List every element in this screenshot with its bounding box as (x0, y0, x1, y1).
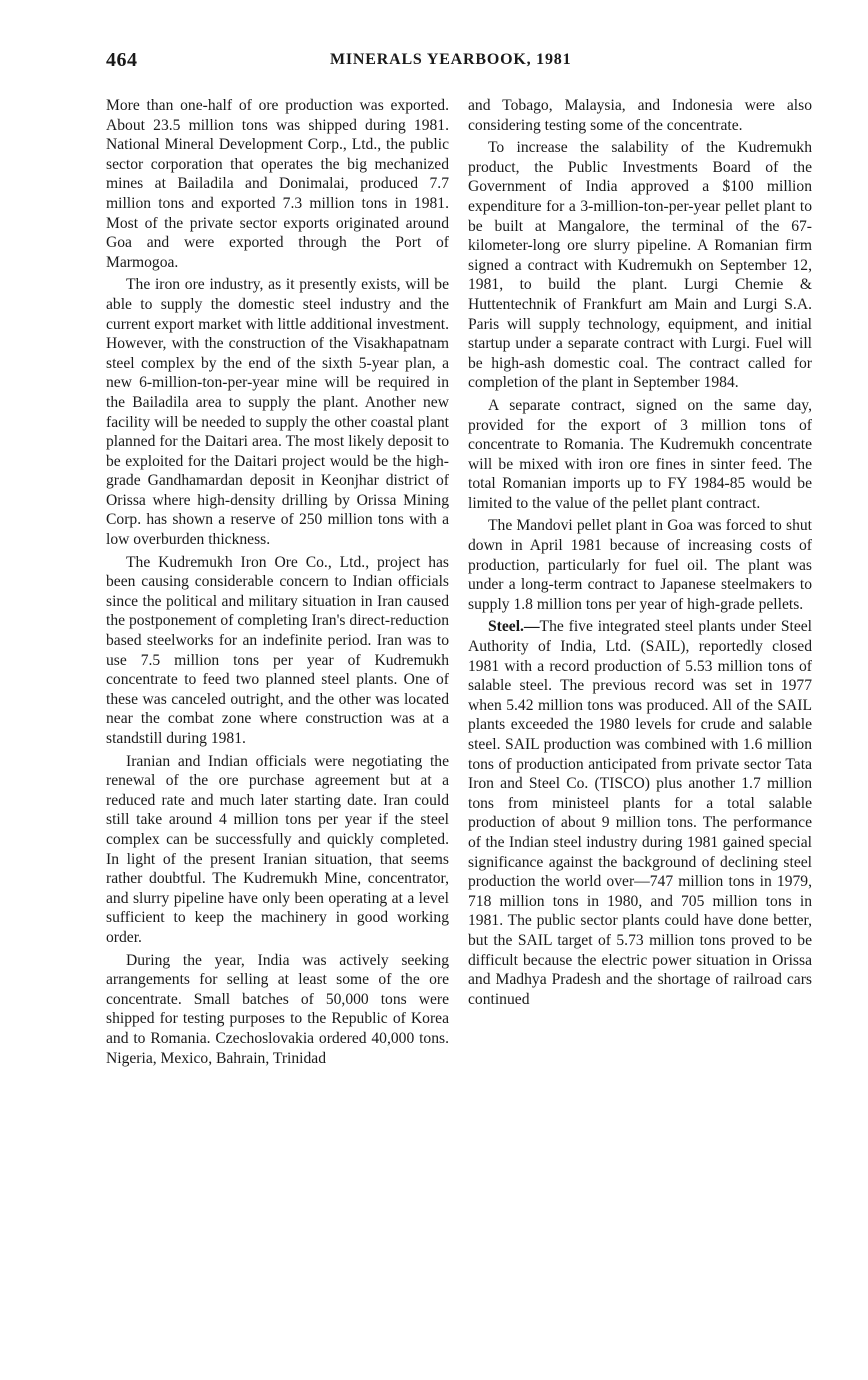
left-column (106, 96, 449, 1071)
page-number: 464 (106, 49, 138, 71)
paragraph-iranian-negotiations: Iranian and Indian officials were negotiating the renewal of the ore purchase agreement but at a reduced rate and much later starting date. Iran could still take around 4 million tons per year if the steel complex can be successfully and quickly completed. In light of the present Iranian situation, that seems rather doubtful. The Kudremukh Mine, concentrator, and slurry pipeline have only been operating at a level sufficient to keep the machinery in good working order. (106, 752, 449, 946)
paragraph-concentrate-sales: During the year, India was actively seeking arrangements for selling at least some of the ore concentrate. Small batches of 50,000 tons were shipped for testing purposes to the Republic of Korea and to Romania. Czechoslovakia ordered 40,000 tons. Nigeria, Mexico, Bahrain, Trinidad (106, 951, 449, 1067)
paragraph-iron-ore-industry: The iron ore industry, as it presently exists, will be able to supply the domestic steel industry and the current export market with little additional investment. However, with the construction of the Visakhapatnam steel complex by the end of the sixth 5-year plan, a new 6-million-ton-per-year mine will be required in the Bailadila area to supply the plant. Another new facility will be needed to supply the other coastal plant planned for the Daitari area. The most likely deposit to be exploited for the Daitari project would be the high-grade Gandhamardan deposit in Keonjhar district of Orissa where high-density drilling by Orissa Mining Corp. has shown a reserve of 250 million tons with a low overburden thickness. (106, 276, 449, 549)
paragraph-kudremukh-project: The Kudremukh Iron Ore Co., Ltd., project has been causing considerable concern to Indian officials since the political and military situation in Iran caused the postponement of completing Iran's direct-reduction based steelworks for an indefinite period. Iran was to use 7.5 million tons per year of Kudremukh concentrate to feed two planned steel plants. One of these was canceled outright, and the other was located near the combat zone where construction was at a standstill during 1981. (106, 553, 449, 747)
steel-section-heading: Steel.— (488, 618, 540, 636)
right-column (468, 96, 812, 1012)
paragraph-ore-exports: More than one-half of ore production was exported. About 23.5 million tons was shipped during 1981. National Mineral Development Corp., Ltd., the public sector corporation that operates the big mechanized mines at Bailadila and Donimalai, produced 7.7 million tons and exported 7.3 million tons in 1981. Most of the private sector exports originated around Goa and were exported through the Port of Marmogoa. (106, 97, 449, 271)
paragraph-romania-contract: A separate contract, signed on the same day, provided for the export of 3 million tons of concentrate to Romania. The Kudremukh concentrate will be mixed with iron ore fines in sinter feed. The total Romanian imports up to FY 1984-85 would be limited to the value of the pellet plant contract. (468, 396, 812, 512)
paragraph-pellet-plant: To increase the salability of the Kudremukh product, the Public Investments Board of the Government of India approved a $100 million expenditure for a 3-million-ton-per-year pellet plant to be built at Mangalore, the terminal of the 67-kilometer-long ore slurry pipeline. A Romanian firm signed a contract with Kudremukh on September 12, 1981, to build the plant. Lurgi Chemie & Huttentechnik of Frankfurt am Main and Lurgi S.A. Paris will supply technology, equipment, and initial startup under a separate contract with Lurgi. Fuel will be high-ash domestic coal. The contract called for completion of the plant in September 1984. (468, 139, 812, 392)
paragraph-continuation: and Tobago, Malaysia, and Indonesia were also considering testing some of the concentrate. (468, 97, 812, 134)
paragraph-steel (468, 617, 812, 1009)
running-head: MINERALS YEARBOOK, 1981 (330, 51, 572, 68)
paragraph-mandovi-plant: The Mandovi pellet plant in Goa was forced to shut down in April 1981 because of increasing costs of production, particularly for fuel oil. The plant was under a long-term contract to Japanese steelmakers to supply 1.8 million tons per year of high-grade pellets. (468, 517, 812, 613)
steel-section-text: The five integrated steel plants under Steel Authority of India, Ltd. (SAIL), reportedly closed 1981 with a record production of 5.53 million tons of salable steel. The previous record was set in 1977 when 5.42 million tons was produced. All of the SAIL plants exceeded the 1980 levels for crude and salable steel. SAIL production was combined with 1.6 million tons of production anticipated from private sector Tata Iron and Steel Co. (TISCO) plus another 1.7 million tons from ministeel plants for a total salable production of about 9 million tons. The performance of the Indian steel industry during 1981 gained special significance against the background of declining steel production the world over—747 million tons in 1979, 718 million tons in 1980, and 705 million tons in 1981. The public sector plants could have done better, but the SAIL target of 5.73 million tons proved to be difficult because the electric power situation in Orissa and Madhya Pradesh and the shortage of railroad cars continued (468, 618, 812, 1008)
